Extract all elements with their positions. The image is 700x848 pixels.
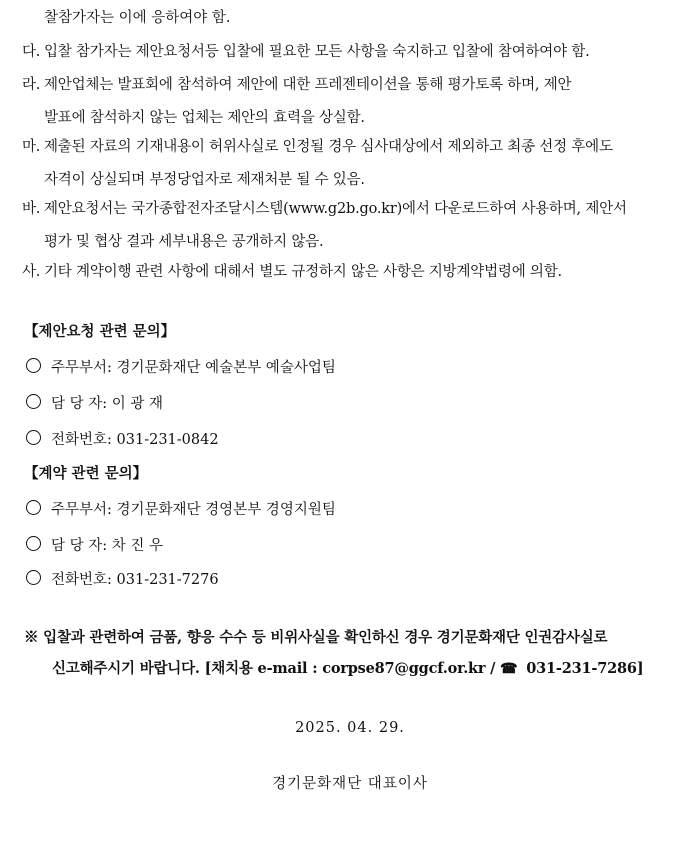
- contact-text: 담 당 자: 차 진 우: [51, 538, 163, 554]
- notice-line: ※ 입찰과 관련하여 금품, 향응 수수 등 비위사실을 확인하신 경우 경기문화재단 인권감사실로: [24, 629, 608, 646]
- circle-bullet-icon: [26, 430, 41, 445]
- notice-text: 신고해주시기 바랍니다. [채치용 e-mail : corpse87@ggcf.or.kr /: [52, 660, 501, 677]
- ethics-notice: [24, 622, 676, 685]
- circle-bullet-icon: [26, 536, 41, 551]
- contact-text: 주무부서: 경기문화재단 경영본부 경영지원팀: [51, 502, 336, 518]
- clause-text: 기타 계약이행 관련 사항에 대해서 별도 규정하지 않은 사항은 지방계약법령에 의함.: [44, 264, 562, 280]
- clause-ma: [22, 131, 674, 197]
- clause-text: 제안요청서는 국가종합전자조달시스템(www.g2b.go.kr)에서 다운로드하여 사용하며, 제안서: [44, 201, 627, 217]
- contract-contact-heading: 【계약 관련 문의】: [24, 465, 148, 482]
- proposal-contact-phone: [26, 426, 219, 454]
- contact-text: 전화번호: 031-231-7276: [51, 572, 219, 588]
- phone-icon: ☎: [500, 661, 518, 677]
- clause-text-continued: 자격이 상실되며 부정당업자로 제재처분 될 수 있음.: [44, 172, 365, 188]
- clause-marker: 다.: [22, 44, 41, 60]
- clause-marker: 바.: [22, 201, 41, 217]
- contract-contact-person: [26, 532, 163, 560]
- contract-contact-dept: [26, 496, 336, 524]
- circle-bullet-icon: [26, 500, 41, 515]
- clause-sa: [22, 256, 674, 289]
- contact-text: 주무부서: 경기문화재단 예술본부 예술사업팀: [51, 360, 336, 376]
- notice-phone: 031-231-7286]: [521, 660, 644, 677]
- clause-text-continued: 발표에 참석하지 않는 업체는 제안의 효력을 상실함.: [44, 110, 365, 126]
- notice-line-continued: [24, 653, 676, 685]
- clause-da: [22, 36, 674, 69]
- clause-text: 제출된 자료의 기재내용이 허위사실로 인정될 경우 심사대상에서 제외하고 최종 선정 후에도: [44, 139, 613, 155]
- clause-text: 입찰 참가자는 제안요청서등 입찰에 필요한 모든 사항을 숙지하고 입찰에 참여하여야 함.: [44, 44, 590, 60]
- document-date: 2025. 04. 29.: [295, 720, 405, 736]
- clause-marker: 라.: [22, 77, 41, 93]
- proposal-contact-heading: 【제안요청 관련 문의】: [24, 323, 176, 340]
- contact-text: 전화번호: 031-231-0842: [51, 432, 219, 448]
- clause-ba: [22, 193, 674, 259]
- circle-bullet-icon: [26, 358, 41, 373]
- circle-bullet-icon: [26, 570, 41, 585]
- intro-line: 찰참가자는 이에 응하여야 함.: [44, 10, 231, 26]
- clause-ra: [22, 69, 674, 135]
- circle-bullet-icon: [26, 394, 41, 409]
- clause-text-continued: 평가 및 협상 결과 세부내용은 공개하지 않음.: [44, 234, 324, 250]
- contact-text: 담 당 자: 이 광 재: [51, 396, 163, 412]
- clause-marker: 마.: [22, 139, 41, 155]
- clause-marker: 사.: [22, 264, 41, 280]
- proposal-contact-person: [26, 390, 163, 418]
- clause-text: 제안업체는 발표회에 참석하여 제안에 대한 프레젠테이션을 통해 평가토록 하며, 제안: [44, 77, 572, 93]
- issuer-signature: 경기문화재단 대표이사: [272, 776, 428, 792]
- contract-contact-phone: [26, 566, 219, 594]
- proposal-contact-dept: [26, 354, 336, 382]
